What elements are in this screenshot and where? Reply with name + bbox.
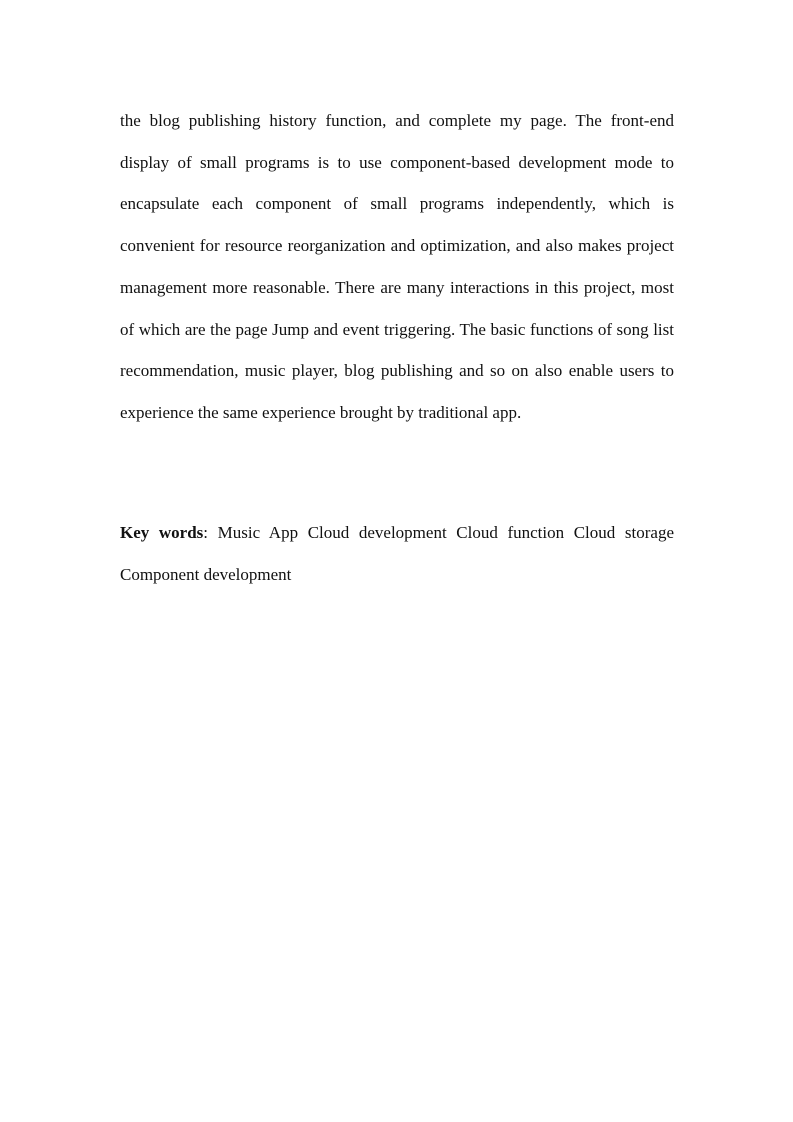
abstract-paragraph: the blog publishing history function, and complete my page. The front-end display of small programs is to use component-based development mode to encapsulate each component of small programs independently, which is convenient for resource reorganization and optimization, and also makes project management more reasonable. There are many interactions in this project, most of which are the page Jump and event triggering. The basic functions of song list recommendation, music player, blog publishing and so on also enable users to experience the same experience brought by traditional app. [120,111,674,422]
keywords-text: Music App Cloud development Cloud function Cloud storage Component development [120,523,674,584]
keywords-label: Key words [120,523,204,542]
keywords-separator: : [203,523,218,542]
keywords-line [120,512,674,596]
